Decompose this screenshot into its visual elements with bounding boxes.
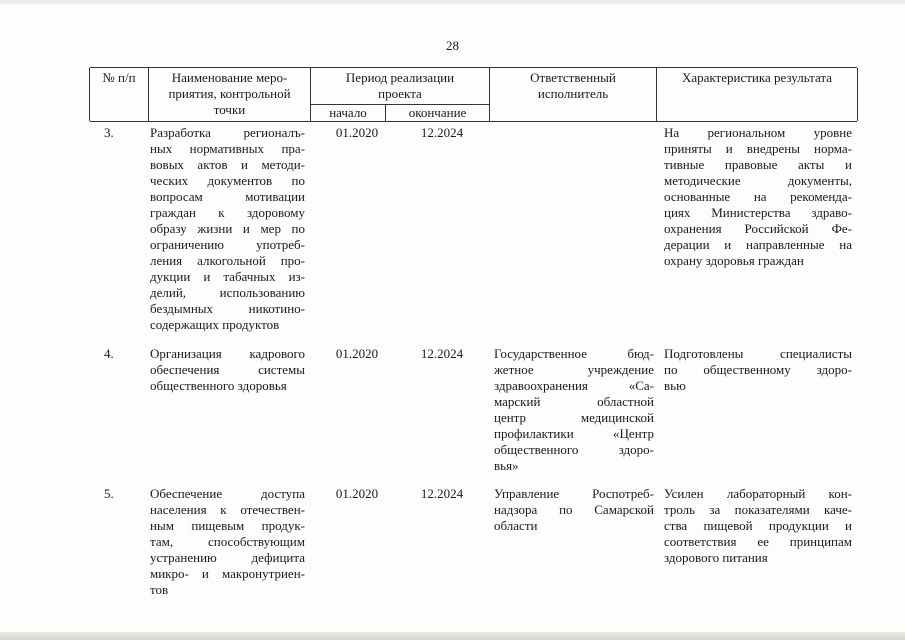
row-number: 3. bbox=[104, 125, 114, 140]
text-line: здравоохранения «Са- bbox=[494, 378, 654, 393]
text-line: троль за показателями каче- bbox=[664, 502, 852, 517]
header-responsible: Ответственный исполнитель bbox=[530, 70, 616, 101]
text-line: устранению дефицита bbox=[150, 550, 305, 565]
text-line: марский областной bbox=[494, 394, 654, 409]
text-line: Обеспечение доступа bbox=[150, 486, 305, 501]
text-line: надзора по Самарской bbox=[494, 502, 654, 517]
text-line: На региональном уровне bbox=[664, 125, 852, 140]
text-line: методические документы, bbox=[664, 173, 852, 188]
text-line: циях Министерства здраво- bbox=[664, 205, 852, 220]
row-number: 5. bbox=[104, 486, 114, 501]
text-line: основанные на рекоменда- bbox=[664, 189, 852, 204]
text-line: жетное учреждение bbox=[494, 362, 654, 377]
page-number: 28 bbox=[446, 38, 459, 53]
header-start: начало bbox=[329, 105, 367, 120]
text-line: ограничению употреб- bbox=[150, 237, 305, 252]
scan-bottom-edge bbox=[0, 632, 905, 640]
text-line: ления алкогольной про- bbox=[150, 253, 305, 268]
activity-name bbox=[150, 486, 305, 598]
text-line: по общественному здоро- bbox=[664, 362, 852, 377]
result-description bbox=[664, 346, 852, 394]
text-line: тивные правовые акты и bbox=[664, 157, 852, 172]
text-line: вья» bbox=[494, 458, 519, 473]
text-line: микро- и макронутриен- bbox=[150, 566, 305, 581]
text-line: тов bbox=[150, 582, 169, 597]
text-line: образу жизни и мер по bbox=[150, 221, 305, 236]
text-line: общественного здоровья bbox=[150, 378, 287, 393]
end-date: 12.2024 bbox=[420, 125, 464, 140]
end-date: 12.2024 bbox=[420, 486, 464, 501]
text-line: соответствия ее принципам bbox=[664, 534, 852, 549]
text-line: содержащих продуктов bbox=[150, 317, 280, 332]
result-description bbox=[664, 125, 852, 269]
start-date: 01.2020 bbox=[335, 486, 379, 501]
text-line: населения к отечествен- bbox=[150, 502, 305, 517]
responsible-executor bbox=[494, 346, 654, 474]
text-line: граждан к здоровому bbox=[150, 205, 305, 220]
text-line: Разработка регионалъ- bbox=[150, 125, 305, 140]
divider bbox=[89, 68, 90, 121]
table-header bbox=[90, 67, 857, 122]
header-period: Период реализации проекта bbox=[345, 70, 455, 101]
header-result: Характеристика результата bbox=[681, 70, 833, 85]
text-line: там, способствующим bbox=[150, 534, 305, 549]
start-date: 01.2020 bbox=[335, 125, 379, 140]
divider bbox=[857, 68, 858, 121]
text-line: ства пищевой продукции и bbox=[664, 518, 852, 533]
text-line: профилактики «Центр bbox=[494, 426, 654, 441]
text-line: Организация кадрового bbox=[150, 346, 305, 361]
text-line: вью bbox=[664, 378, 686, 393]
text-line: дерации и направленные на bbox=[664, 237, 852, 252]
text-line: обеспечения системы bbox=[150, 362, 305, 377]
header-name: Наименование меро- приятия, контрольной точки bbox=[168, 70, 291, 117]
text-line: делий, использованию bbox=[150, 285, 305, 300]
result-description bbox=[664, 486, 852, 566]
start-date: 01.2020 bbox=[335, 346, 379, 361]
text-line: ных нормативных пра- bbox=[150, 141, 305, 156]
text-line: области bbox=[494, 518, 538, 533]
text-line: здорового питания bbox=[664, 550, 768, 565]
text-line: вопросам мотивации bbox=[150, 189, 305, 204]
text-line: охранения Российской Фе- bbox=[664, 221, 852, 236]
header-end: окончание bbox=[408, 105, 467, 120]
text-line: ческих документов по bbox=[150, 173, 305, 188]
activity-name bbox=[150, 346, 305, 394]
scan-top-edge bbox=[0, 0, 905, 4]
text-line: дукции и табачных из- bbox=[150, 269, 305, 284]
text-line: охрану здоровья граждан bbox=[664, 253, 804, 268]
text-line: приняты и внедрены норма- bbox=[664, 141, 852, 156]
text-line: Управление Роспотреб- bbox=[494, 486, 654, 501]
text-line: центр медицинской bbox=[494, 410, 654, 425]
text-line: вовых актов и методи- bbox=[150, 157, 305, 172]
activity-name bbox=[150, 125, 305, 333]
row-number: 4. bbox=[104, 346, 114, 361]
text-line: бездымных никотино- bbox=[150, 301, 305, 316]
header-num: № п/п bbox=[102, 70, 136, 85]
text-line: Усилен лабораторный кон- bbox=[664, 486, 852, 501]
end-date: 12.2024 bbox=[420, 346, 464, 361]
text-line: Подготовлены специалисты bbox=[664, 346, 852, 361]
text-line: ным пищевым продук- bbox=[150, 518, 305, 533]
text-line: общественного здоро- bbox=[494, 442, 654, 457]
text-line: Государственное бюд- bbox=[494, 346, 654, 361]
responsible-executor bbox=[494, 486, 654, 534]
